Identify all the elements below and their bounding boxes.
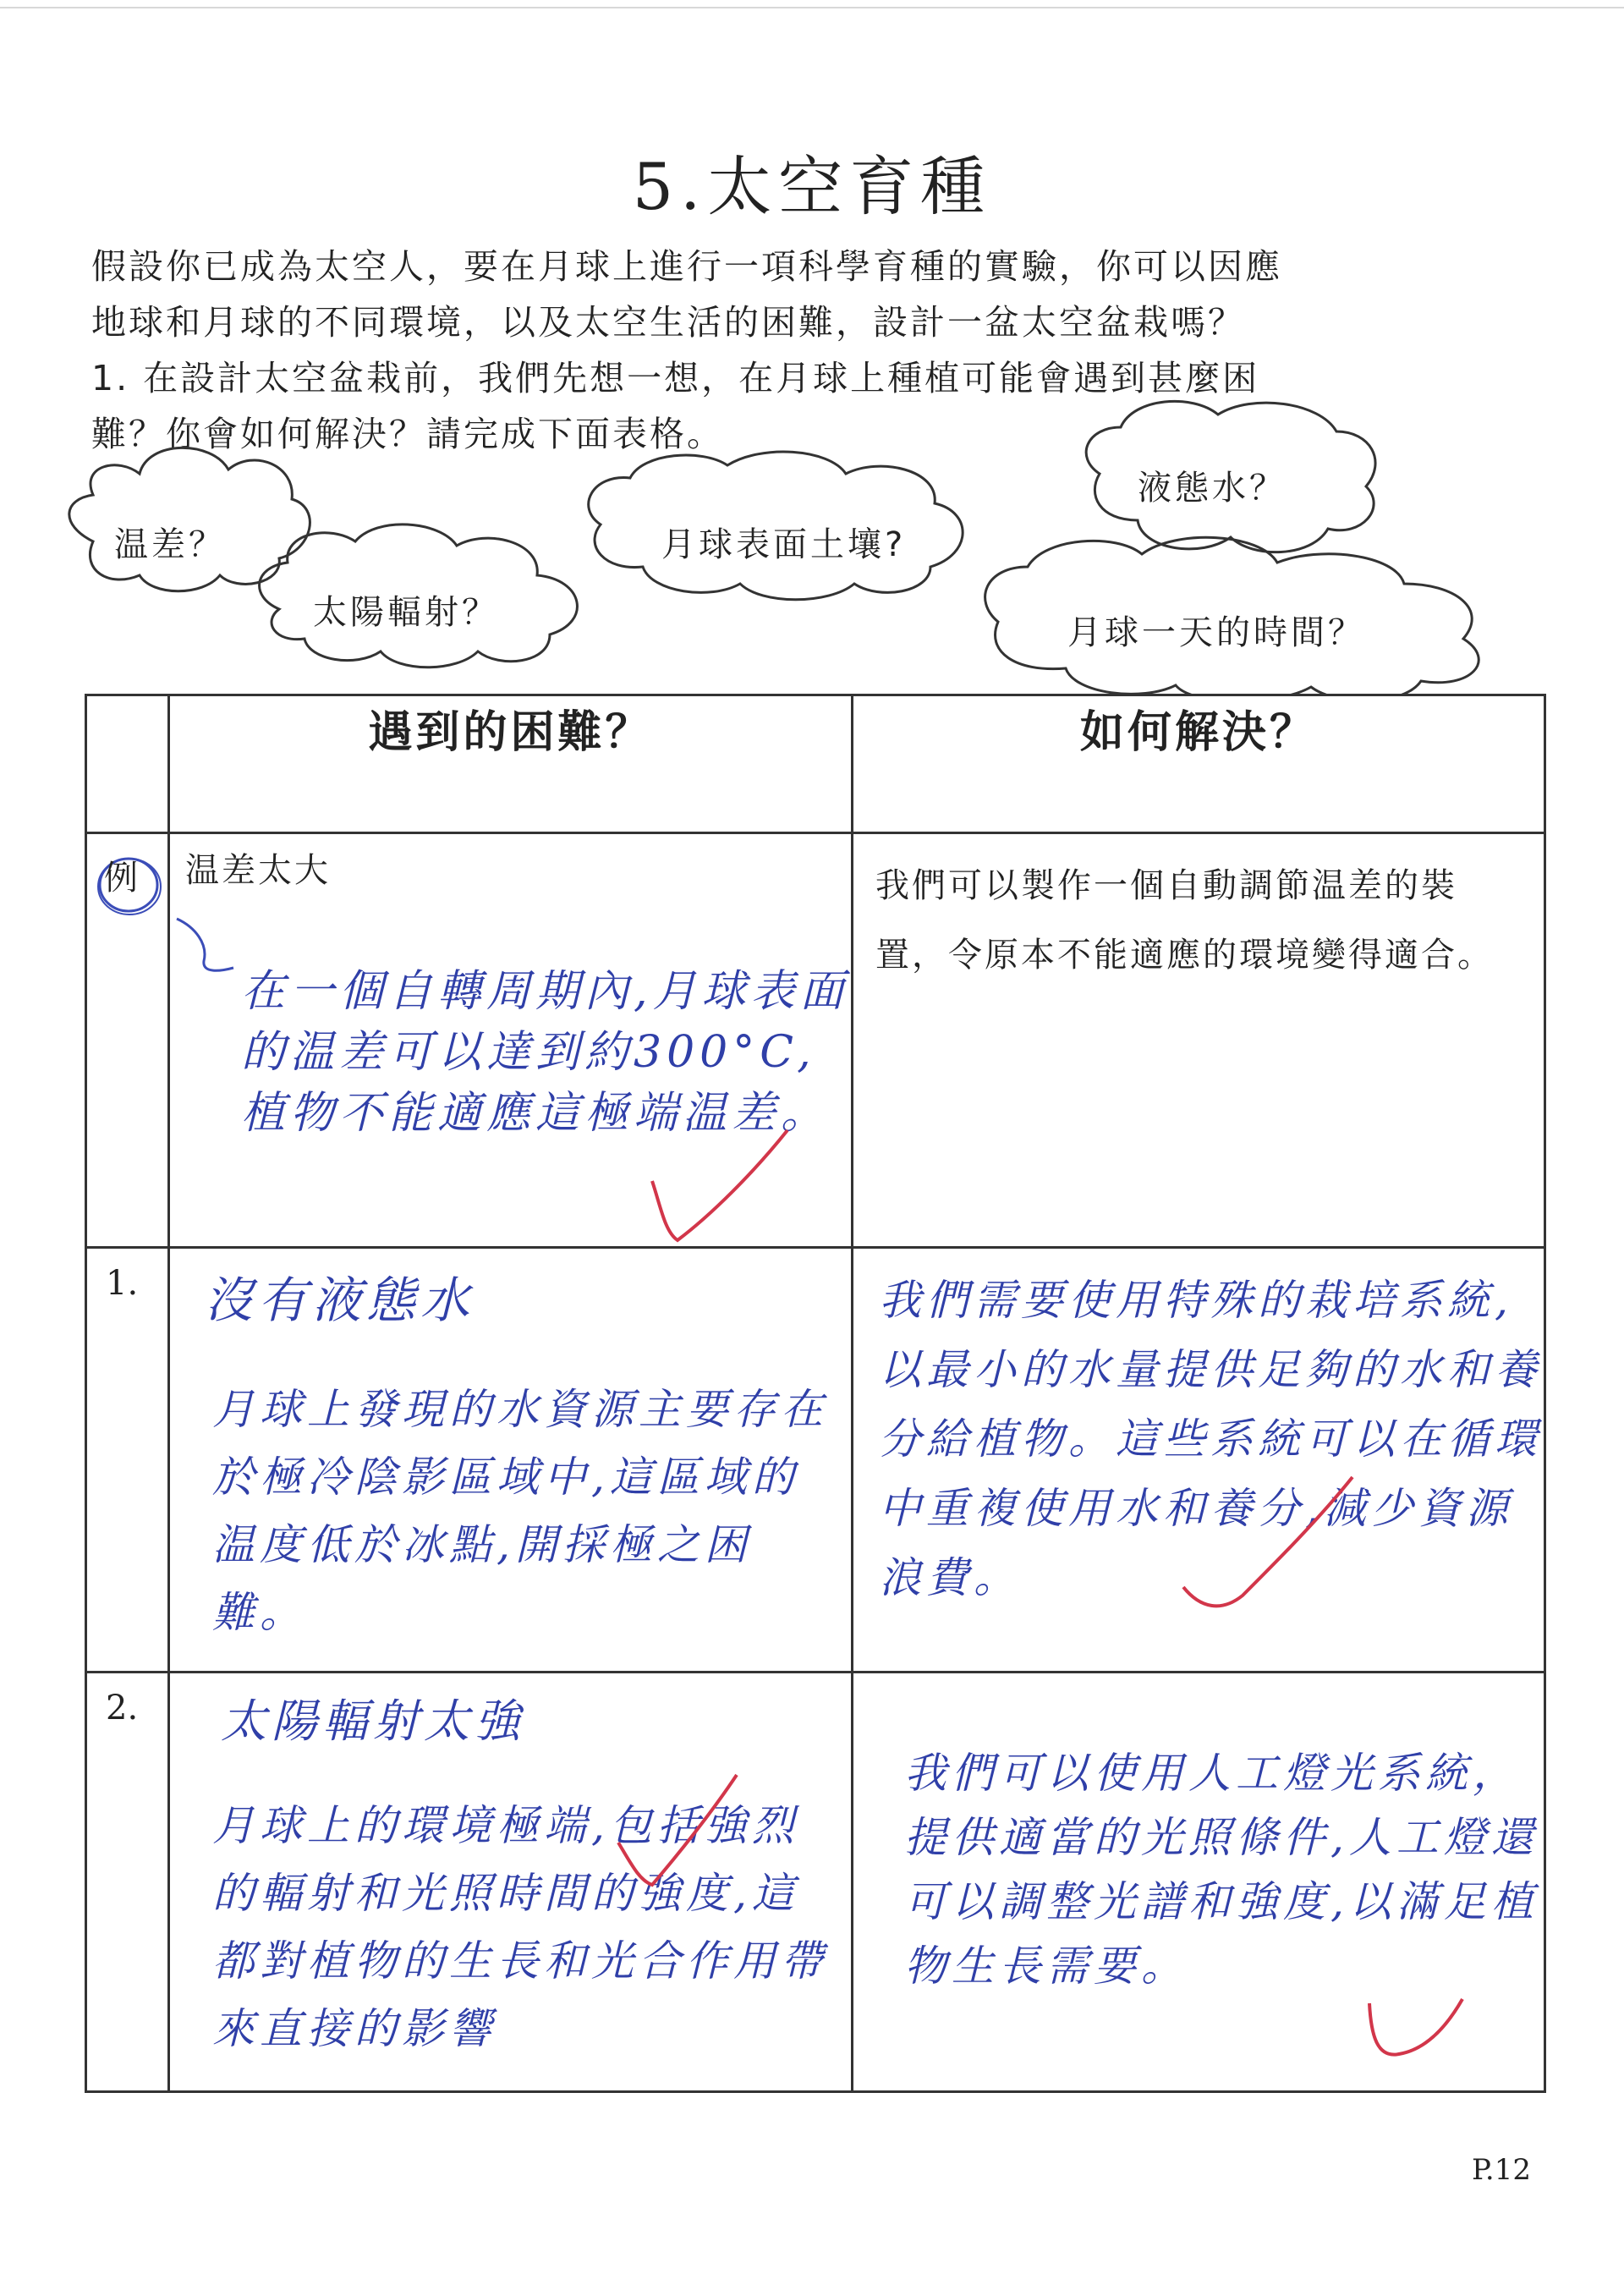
- problem-solution-table: [85, 694, 1546, 2093]
- check-mark: [610, 1766, 745, 1893]
- difficulty-title: 沒有液態水: [204, 1272, 475, 1329]
- example-handwritten-answer: 在一個自轉周期內,月球表面的温差可以達到約300°C,植物不能適應這極端温差。: [241, 966, 849, 1139]
- intro-line: 1. 在設計太空盆栽前，我們先想一想，在月球上種植可能會遇到甚麼困: [91, 358, 1260, 398]
- check-mark: [644, 1113, 796, 1257]
- example-difficulty-cell: [169, 833, 853, 1248]
- difficulty-detail: 月球上的環境極端,包括強烈的輻射和光照時間的強度,這都對植物的生長和光合作用帶來直接的影響: [212, 1801, 828, 2053]
- cloud-label-lunar-soil: 月球表面土壤?: [661, 525, 907, 564]
- row-number: 2.: [106, 1689, 139, 1727]
- header-difficulty: 遇到的困難？: [169, 695, 853, 833]
- table-header-row: [86, 695, 1545, 833]
- solution-cell: [853, 1248, 1545, 1673]
- header-solution: 如何解決？: [853, 695, 1545, 833]
- solution-detail: 我們可以使用人工燈光系統，提供適當的光照條件,人工燈還可以調整光譜和強度,以滿足植物生長需要。: [904, 1749, 1539, 1991]
- difficulty-detail: 月球上發現的水資源主要存在於極冷陰影區域中,這區域的温度低於冰點,開採極之困難。: [212, 1385, 828, 1637]
- table-row-1: [86, 1248, 1545, 1673]
- difficulty-cell: [169, 1673, 853, 2092]
- solution-detail: 我們需要使用特殊的栽培系統,以最小的水量提供足夠的水和養分給植物。這些系統可以在循環中重複使用水和養分,減少資源浪費。: [879, 1276, 1542, 1602]
- row-label-cell: [86, 1248, 169, 1673]
- check-mark: [1361, 1986, 1471, 2079]
- row-label-cell: [86, 1673, 169, 2092]
- check-mark: [1175, 1460, 1361, 1629]
- intro-text: [91, 239, 1529, 462]
- page-title: 5.太空育種: [632, 149, 992, 224]
- cloud-label-lunar-day: 月球一天的時間？: [1067, 613, 1365, 652]
- difficulty-cell: [169, 1248, 853, 1673]
- example-difficulty: 温差太大: [185, 851, 331, 890]
- page-number: P.12: [1471, 2153, 1531, 2187]
- intro-line: 難？你會如何解決？請完成下面表格。: [91, 414, 724, 454]
- table-row-2: [86, 1673, 1545, 2092]
- intro-line: 假設你已成為太空人，要在月球上進行一項科學育種的實驗，你可以因應: [91, 246, 1282, 287]
- table-row-example: [86, 833, 1545, 1248]
- example-solution-cell: [853, 833, 1545, 1248]
- header-blank: [86, 695, 169, 833]
- cloud-label-liquid-water: 液態水？: [1138, 469, 1287, 508]
- example-label: 例: [104, 859, 138, 898]
- example-solution: 我們可以製作一個自動調節温差的裝置，令原本不能適應的環境變得適合。: [875, 866, 1494, 975]
- intro-line: 地球和月球的不同環境，以及太空生活的困難，設計一盆太空盆栽嗎？: [91, 302, 1245, 343]
- solution-cell: [853, 1673, 1545, 2092]
- cloud-label-temperature: 温差？: [114, 525, 226, 564]
- scan-edge: [0, 7, 1624, 8]
- row-label-cell: [86, 833, 169, 1248]
- cloud-label-solar-radiation: 太陽輻射？: [313, 593, 499, 632]
- row-number: 1.: [106, 1264, 139, 1303]
- difficulty-title: 太陽輻射太強: [221, 1695, 525, 1748]
